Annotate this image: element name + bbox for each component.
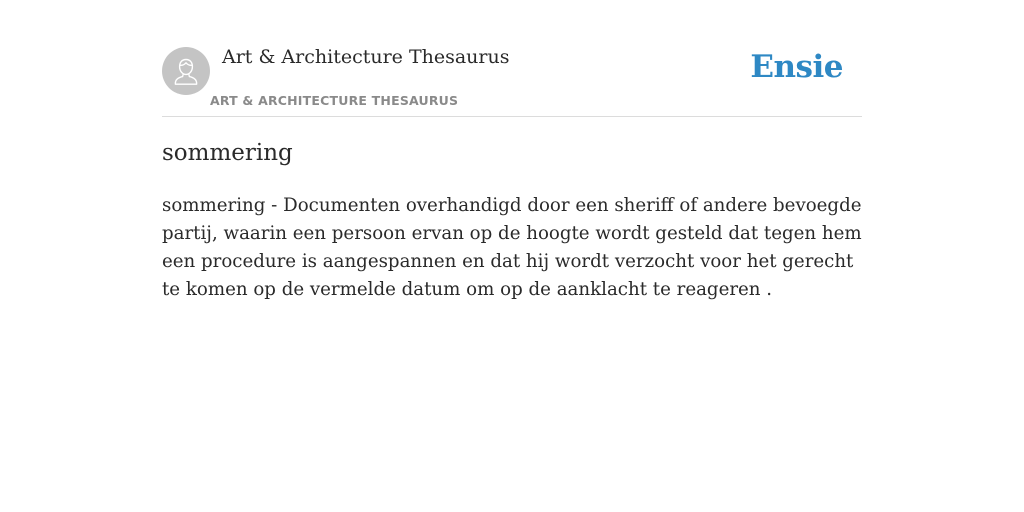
- term-title: sommering: [162, 140, 293, 166]
- author-avatar[interactable]: [162, 47, 210, 95]
- user-icon: [162, 47, 210, 95]
- category-label[interactable]: ART & ARCHITECTURE THESAURUS: [210, 93, 459, 108]
- term-definition: sommering - Documenten overhandigd door een sheriff of andere bevoegde partij, waarin een persoon ervan op de hoogte wordt gesteld dat tegen hem een procedure is aangespannen en dat hij wordt verzocht voor het gerecht te komen op de vermelde datum om op de aanklacht te reageren .: [162, 195, 862, 300]
- author-name[interactable]: Art & Architecture Thesaurus: [222, 46, 510, 68]
- page-header: [162, 0, 862, 117]
- page-container: [162, 0, 862, 300]
- brand-logo[interactable]: Ensie: [750, 49, 843, 85]
